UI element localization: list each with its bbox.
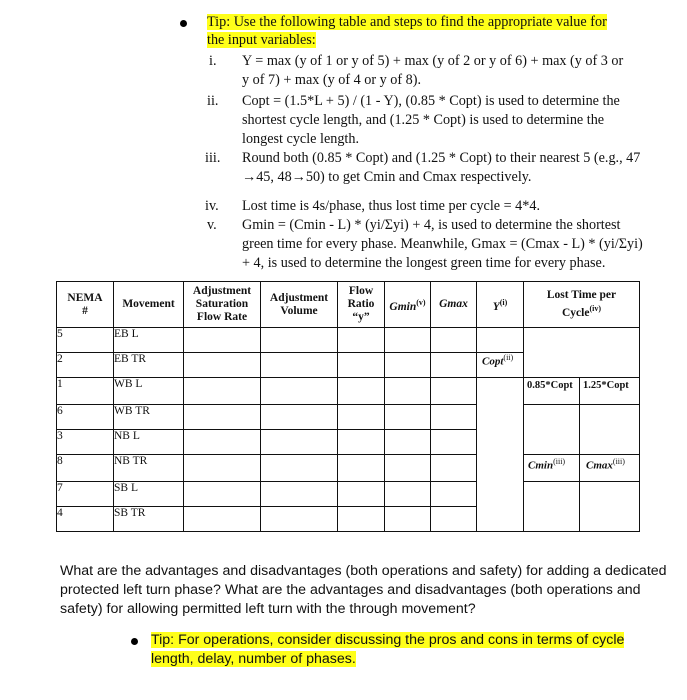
empty-cell[interactable] (338, 405, 385, 430)
empty-cell[interactable] (385, 430, 431, 455)
question-line-2: protected left turn phase? What are the advantages and disadvantages (both operations and (60, 582, 641, 598)
table-row (57, 482, 640, 507)
empty-cell[interactable] (184, 430, 261, 455)
empty-cell[interactable] (184, 507, 261, 532)
nema-cell: 7 (57, 482, 114, 507)
step-text: Copt = (1.5*L + 5) / (1 - Y), (0.85 * Copt) is used to determine the (242, 93, 620, 109)
nema-cell: 8 (57, 455, 114, 482)
empty-cell[interactable] (385, 353, 431, 378)
c125-value-cell[interactable] (580, 405, 640, 455)
question-line-3: safety) for allowing permitted left turn with the through movement? (60, 601, 476, 617)
movement-cell: SB TR (114, 507, 184, 532)
empty-cell[interactable] (338, 378, 385, 405)
table-row (57, 455, 640, 482)
cmin-value-cell[interactable] (524, 482, 580, 532)
empty-cell[interactable] (431, 482, 477, 507)
c085-label-cell: 0.85*Copt (524, 378, 580, 405)
empty-cell[interactable] (338, 353, 385, 378)
empty-cell[interactable] (385, 482, 431, 507)
empty-cell[interactable] (261, 378, 338, 405)
empty-cell[interactable] (338, 482, 385, 507)
header-adj-sat-flow: Adjustment Saturation Flow Rate (184, 282, 261, 328)
empty-cell[interactable] (431, 405, 477, 430)
header-adj-volume: Adjustment Volume (261, 282, 338, 328)
step-text: Y = max (y of 1 or y of 5) + max (y of 2 or y of 6) + max (y of 3 or (242, 53, 624, 69)
header-flow-ratio: Flow Ratio “y” (338, 282, 385, 328)
tip2-line-2: length, delay, number of phases. (151, 651, 356, 667)
empty-cell[interactable] (338, 507, 385, 532)
nema-cell: 1 (57, 378, 114, 405)
empty-cell[interactable] (261, 507, 338, 532)
table-row (57, 405, 640, 430)
bullet-icon (131, 638, 138, 645)
empty-cell[interactable] (431, 378, 477, 405)
movement-cell: EB L (114, 328, 184, 353)
empty-cell[interactable] (184, 405, 261, 430)
empty-cell[interactable] (338, 328, 385, 353)
movement-cell: SB L (114, 482, 184, 507)
nema-cell: 2 (57, 353, 114, 378)
cmax-label-cell: Cmax$^{(iii)}$ (580, 455, 640, 482)
empty-cell[interactable] (431, 353, 477, 378)
signal-timing-table (56, 281, 640, 532)
c085-value-cell[interactable] (524, 405, 580, 455)
table-row (57, 328, 640, 353)
bullet-icon (180, 20, 187, 27)
movement-cell: NB L (114, 430, 184, 455)
step-text: →45, 48→50) to get Cmin and Cmax respectively. (242, 169, 532, 185)
step-number: iii. (205, 150, 221, 166)
header-gmin: Gmin$^{(v)}$ (385, 282, 431, 328)
step-text: Lost time is 4s/phase, thus lost time per cycle = 4*4. (242, 198, 541, 214)
empty-cell[interactable] (385, 328, 431, 353)
movement-cell: EB TR (114, 353, 184, 378)
step-number: i. (209, 53, 217, 69)
step-number: iv. (205, 198, 219, 214)
movement-cell: WB TR (114, 405, 184, 430)
empty-cell[interactable] (385, 378, 431, 405)
step-text: shortest cycle length, and (1.25 * Copt) is used to determine the (242, 112, 605, 128)
empty-cell[interactable] (385, 405, 431, 430)
empty-cell[interactable] (184, 378, 261, 405)
question-line-1: What are the advantages and disadvantages (both operations and safety) for adding a dedicated (60, 563, 667, 579)
step-text: green time for every phase. Meanwhile, Gmax = (Cmax - L) * (yi/Σyi) (242, 236, 643, 252)
movement-cell: NB TR (114, 455, 184, 482)
tip2-line-1: Tip: For operations, consider discussing the pros and cons in terms of cycle (151, 632, 625, 648)
empty-cell[interactable] (431, 328, 477, 353)
empty-cell[interactable] (338, 455, 385, 482)
header-movement: Movement (114, 282, 184, 328)
empty-cell[interactable] (261, 482, 338, 507)
c125-label-cell: 1.25*Copt (580, 378, 640, 405)
header-y: $Y^{(i)}$ (477, 282, 524, 328)
step-number: v. (207, 217, 217, 233)
step-text: Gmin = (Cmin - L) * (yi/Σyi) + 4, is used to determine the shortest (242, 217, 621, 233)
movement-cell: WB L (114, 378, 184, 405)
header-lost-time: Lost Time per Cycle$^{(iv)}$ (524, 282, 640, 328)
empty-cell[interactable] (261, 405, 338, 430)
table-row (57, 378, 640, 405)
empty-cell[interactable] (431, 455, 477, 482)
y-cell[interactable] (477, 328, 524, 353)
step-number: ii. (207, 93, 219, 109)
empty-cell[interactable] (385, 455, 431, 482)
step-text: longest cycle length. (242, 131, 360, 147)
tip-line-1: Tip: Use the following table and steps to find the appropriate value for (207, 14, 607, 30)
header-gmax: Gmax (431, 282, 477, 328)
empty-cell[interactable] (184, 328, 261, 353)
empty-cell[interactable] (184, 353, 261, 378)
nema-cell: 5 (57, 328, 114, 353)
header-nema: NEMA # (57, 282, 114, 328)
empty-cell[interactable] (431, 430, 477, 455)
empty-cell[interactable] (184, 482, 261, 507)
empty-cell[interactable] (261, 455, 338, 482)
cmin-label-cell: Cmin$^{(iii)}$ (524, 455, 580, 482)
empty-cell[interactable] (261, 430, 338, 455)
tip-line-2: the input variables: (207, 32, 316, 48)
empty-cell[interactable] (261, 353, 338, 378)
lost-time-value-cell[interactable] (524, 328, 640, 378)
empty-cell[interactable] (338, 430, 385, 455)
nema-cell: 6 (57, 405, 114, 430)
empty-cell[interactable] (385, 507, 431, 532)
table-header-row (57, 282, 640, 328)
empty-cell[interactable] (184, 455, 261, 482)
empty-cell[interactable] (261, 328, 338, 353)
step-text: Round both (0.85 * Copt) and (1.25 * Copt) to their nearest 5 (e.g., 47 (242, 150, 641, 166)
step-text: + 4, is used to determine the longest green time for every phase. (242, 255, 606, 271)
empty-cell[interactable] (431, 507, 477, 532)
nema-cell: 3 (57, 430, 114, 455)
copt-label-cell: Copt$^{(ii)}$ (477, 353, 524, 378)
step-text: y of 7) + max (y of 4 or y of 8). (242, 72, 421, 88)
copt-value-cell[interactable] (477, 378, 524, 532)
nema-cell: 4 (57, 507, 114, 532)
cmax-value-cell[interactable] (580, 482, 640, 532)
